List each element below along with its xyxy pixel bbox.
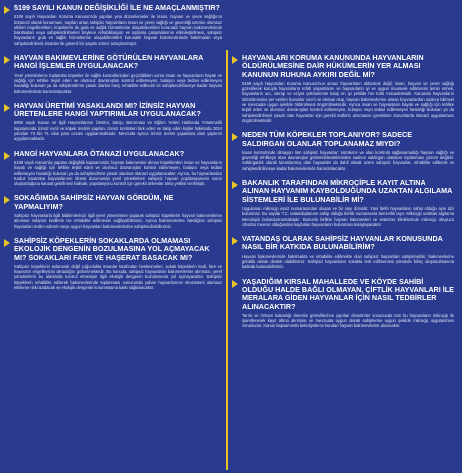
- arrow-icon: [232, 133, 238, 141]
- faq-section: [232, 131, 454, 171]
- section-title: YAŞADIĞIM KIRSAL MAHALLEDE VE KÖYDE SAHİBİ OLDUĞU HALDE BAĞLI OLMAYAN, ÇİFTLİK HAYVANLARI İLE MERALARA GİDEN HAYVANLAR İÇİN NASIL TEDBİRLER ALINACAKTIR?: [242, 276, 454, 311]
- faq-section: [4, 4, 222, 46]
- section-title: BAKANLIK TARAFINDAN MİKROÇİPLE KAYIT ALTINA ALINAN HAYVANIM KAYBOLDUĞUNDA UZAKTAN ALGILAMA SİSTEMLERİ İLE BULUNABİLİR Mİ?: [242, 178, 453, 204]
- left-column: [4, 0, 222, 290]
- section-title: HAYVAN ÜRETİMİ YASAKLANDI MI? İZİNSİZ HAYVAN ÜRETENLERE HANGİ YAPTIRIMLAR UYGULANACAK?: [14, 100, 201, 119]
- section-body: Yerel yönetimlerce toplanılan köpekler ile sağlık kontrollerinden geçirildikten sonra insan ve hayvanların hayatı ve sağlığı için tehlike teşkil eden ve olumsuz davranışları kontrol edilemeyen, bulaşıcı veya tedavi edilemeyen hastalığı bulunan ya da sahiplendirme yasak olanlar hariç rehabilite edilecek ve sahiplendirilinceye kadar hayvan bakımevlerinde barındırılacaktır.: [14, 72, 222, 94]
- section-body: Hayvan bakımevlerinde bakılmakta ve rehabilite edilmekte olan sahipsiz hayvanları sahiplenebilir, bakımevlerine gönüllü olarak destek olabilirsiniz. Sahipsiz hayvanların sokakta terk edilmemesi yönünde bilinç oluşturulmasına katkıda bulunabilirsiniz.: [242, 253, 454, 270]
- section-title: HAYVANLARI KORUMA KANUNUNDA HAYVANLARIN ÖLDÜRÜLMESİNE DAİR HÜKÜMLERİN YER ALMASI KANUNUN RUHUNA AYKIRI DEĞİL Mİ?: [242, 53, 424, 79]
- faq-section: [4, 102, 222, 142]
- arrow-icon: [4, 196, 10, 204]
- section-body: 5199 sayılı Hayvanları Koruma Kanunu'nun amacı hayvanların öldürmek değil; insan, hayvan ve çevre sağlığı gözetilerek koruyla hayvanların refah yaşamlarını ve hayvanların iyi ve uygun muamele edilmesini temin etmek, hayvanların acı, ıstırap ve eziyet çekmelerine karşı en iyi şekilde her türlü mücadelesidir. Kanunda hayvanların öldürülmesine yer verilen hususlar sınırlı ve istisnai olup, hayvan bakımevlerine alınan hayvanlardan sadece bilimsel ve mevzuata uygun şekilde öldürülmesi öngörülmektedir. Ayrıca insan ve hayvanların hayatı ve sağlığı için tehlike teşkil eden ve olumsuz davranışları kontrol edilemeyen, bulaşıcı veya tedavi edilemeyen hastalığı bulunan ya da sahiplendirilmesi yasak olan hayvanlar için gerekli tedbirin alınmasını gerektiren durumlarda ötanazi uygulanması öngörülmektedir.: [242, 80, 454, 123]
- section-body: 5996 sayılı Kanun ve ilgili Hayvanlarının Üretimi, Satışı, Barınması ve Eğitim Yerleri Hakkında Yönetmelik kapsamında izinsiz evcil ve köpek üretimi yapılan, izinsiz üretimleri fark eden ve takip eden kişiler hakkında 2024 yılından 73 bin TL idari para cezası uygulanmaktadır. Mevcutta ayrıca izinsiz üretim yapanlara idari yaptırım uygulanmaktadır.: [14, 120, 222, 142]
- section-title: SOKAĞIMDA SAHİPSİZ HAYVAN GÖRDÜM, NE YAPMALIYIM?: [14, 193, 174, 211]
- arrow-icon: [4, 56, 10, 64]
- arrow-icon: [4, 239, 10, 247]
- section-title: HANGİ HAYVANLARA ÖTANAZİ UYGULANACAK?: [14, 148, 185, 158]
- section-body: Sahipsiz hayvanlarla ilgili bildirimlerinizi ilgili yerel yönetimlere yaparak sahipsiz köpeklerin hayvan bakımevlerine alınması sahipsiz kedilerin ise rehabilite edilmesini sağlayabilirsiniz. Ayrıca bakımevlerine istediğiniz sahipsiz hayvanları teslim ederek meşe uygun hayvanları bakımevlerinden sahiplendirebilirsiniz.: [14, 213, 222, 229]
- section-title: HAYVAN BAKIMEVLERİNE GÖTÜRÜLEN HAYVANLARA HANGİ İŞLEMLER UYGULANACAK?: [14, 53, 204, 71]
- faq-section: [232, 235, 454, 269]
- faq-section: [232, 278, 454, 329]
- section-title: 5199 SAYILI KANUN DEĞİŞİKLİĞİ İLE NE AMAÇLANMIŞTIR?: [14, 3, 220, 12]
- section-body: Sahipsiz köpeklerin avlanarak değil çoğunlukla insanlar tarafından beslenmeleri, sokak köpeklerin kedi, fare ve haşeratın engelleyicisi olmadığını göstermektedir. Bu konuda, sahipsiz hayvanların bakımevlerine alınması, yerel yönetimlerin bu alanlarda kontrol etmesiyle ilgili ekolojik dengenin bozulmasına yol açmayacaktır. Sahipsiz köpeklerin rehabilite edilerek bakımevlerinde toplanması sonucunda yaban hayvanlarının ekosistemi olumsuz etkileme riski azalacak ve ekolojik dengenin korunmasına katkı sağlanacaktır.: [14, 263, 222, 290]
- section-title: SAHİPSİZ KÖPEKLERİN SOKAKLARDA OLMAMASI EKOLOJİK DENGENİN BOZULMASINA YOL AÇMAYACAK MI? SOKAKLARI FARE VE HAŞERAT BASACAK MI?: [14, 235, 210, 262]
- faq-section: [4, 54, 222, 94]
- section-body: 5199 sayılı Hayvanları Koruma Kanunu'nda yapılan yeni düzenlemeler ile insan, hayvan ve çevre sağlığının bütüncül olarak korunması, sayıları artan sahipsiz hayvanların insan ve çevre sağlığı ve güvenliği üzerine olumsuz etkileri engellenirken, köpeklerin de gıda ve sağlık hizmetlerine ulaşabilecekleri korunaklı hayvan bakımevlerinde bakılmaları veya sahiplendirilmeleri böylece rehabilitasyon ve aşılama çalışmalarının etkinleştirilmesi, sahipsiz hayvanların gıda ve sağlık hizmetlerine ulaşabilecekleri korunaklı hayvan bakımevlerinde bakılmaları veya sahiplendirilerek insanlar ile güvenli bir yaşam süreci amaçlanmıştır.: [14, 14, 222, 46]
- right-column: [232, 0, 454, 329]
- section-body: 5199 sayılı Kanun'da yapılan değişiklik kapsamında; hayvan bakımevine alınan köpeklerden insan ve hayvanların hayatı ve sağlığı için tehlike teşkil eden ve olumsuz davranışları kontrol edilemeyen, bulaşıcı veya tedavi edilemeyen hastalığı bulunan ya da sahiplendirme yasak olanlara ötanazi uygulanacaktır. Ayrıca, bu hayvanlardan Kuduz karantina hayvanlarının ölümü durumunda yerel yönetimlere sahipsiz hayvan popülasyonunu sorun oluşturduğuna kanaat getirilmesi halinde, popülasyonu kontrol için gerekli önlemler alma yetkisi verilmiştir.: [14, 159, 222, 187]
- section-title: NEDEN TÜM KÖPEKLER TOPLANIYOR? SADECE SALDIRGAN OLANLAR TOPLANAMAZ MIYDI?: [242, 130, 412, 148]
- faq-section: [232, 54, 454, 123]
- arrow-icon: [232, 280, 238, 288]
- section-body: Tarım ve Orman bakanlığı denetim görevlilerince yapılan denetimler sonucunda tüm bu hayvanların mikroçip ile işaretlenerek kayıt altına alınması ve mevzuata uygun olarak sahiplerine uygun şekilde mikroçip uygulanması zorunludur. Kanun kapsamında belediyelerce kurulan hayvan bakımevlerine alınacaktır.: [242, 312, 454, 329]
- arrow-icon: [4, 152, 10, 160]
- section-body: Uygulanan mikroçip eşsiz numarasından oluşan ve bir sayı dizisidir. Yani farklı hayvanların sahip olduğu aynı dizi bulunmaz. Bu sayılar T.C. vatandaşlarının sahip olduğu kimlik numarasına benzerlik taşır. Mikroçip uzaktan algılama teknolojisi bulundurmamaktadır. Bununla birlikte hayvan bakımevleri ve veteriner kliniklerinde mikroçip okuyucu cihazlar mevcut olduğundan kaybolan hayvanların bulunması kolaylaşacaktır.: [242, 205, 454, 227]
- faq-section: [4, 150, 222, 187]
- section-title: VATANDAŞ OLARAK SAHİPSİZ HAYVANLAR KONUSUNDA NASIL BİR KATKIDA BULUNABİLİRİM?: [242, 234, 443, 252]
- arrow-icon: [232, 56, 238, 64]
- section-body: İnsan kontrolünde olmayan tüm sahipsiz hayvanlar; sürülerce ve olan kontrolü sağlanamadığı hayvan sağlığı ve güvenliği tehlikeye atan davranışlar gösterebileceklerinden sadece saldırgan olanların toplanması çözüm değildir. Saldırganlık olarak tanımlanmış olan hayvanlar da dahil olmak üzere sahipsiz hayvanlar, rehabilite edilecek ve sahiplendirilinceye kadar bakımevlerinde barındırılacaktır.: [242, 149, 454, 171]
- arrow-icon: [232, 181, 238, 189]
- arrow-icon: [4, 6, 10, 14]
- arrow-icon: [232, 237, 238, 245]
- column-divider: [226, 50, 228, 470]
- arrow-icon: [4, 104, 10, 112]
- faq-section: [4, 194, 222, 228]
- faq-section: [4, 237, 222, 290]
- faq-section: [232, 179, 454, 227]
